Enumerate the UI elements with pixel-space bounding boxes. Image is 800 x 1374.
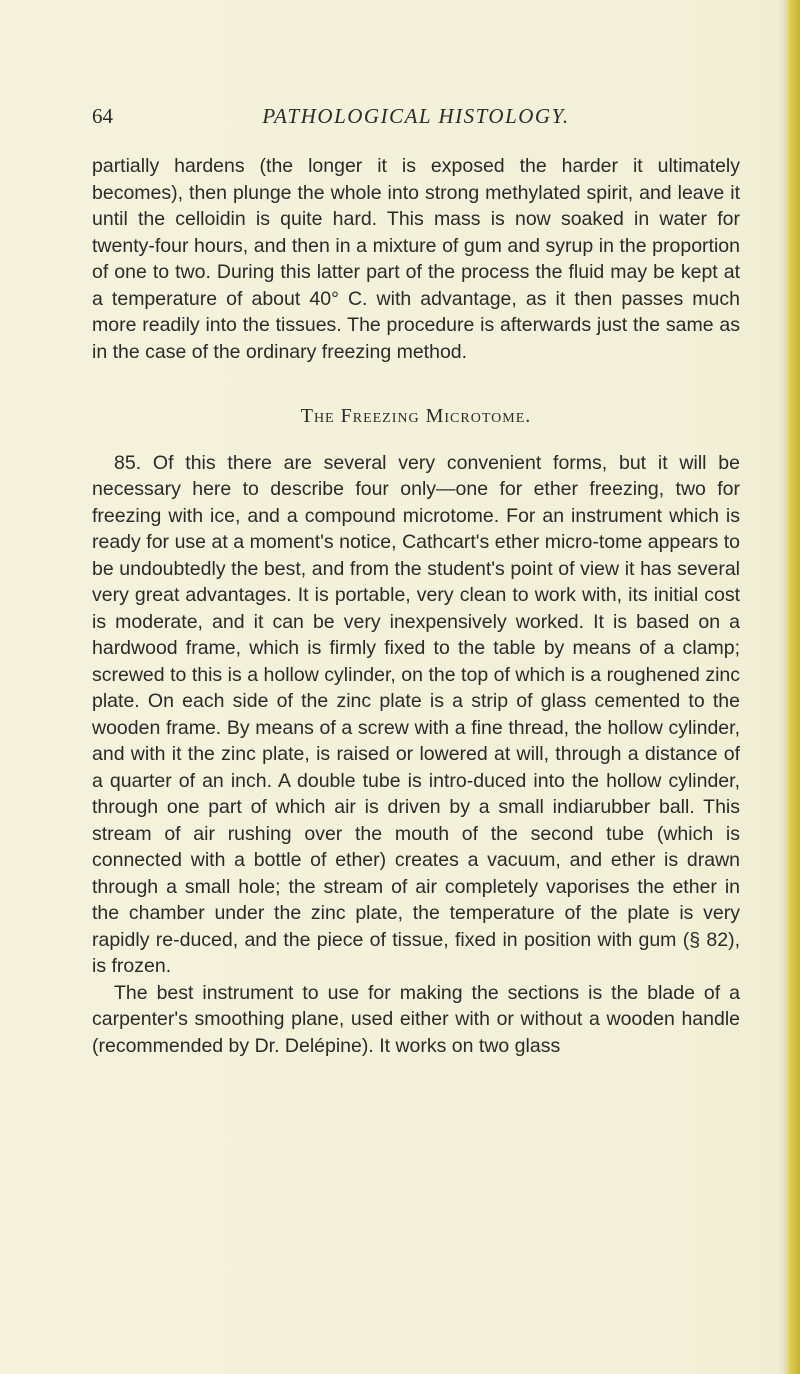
page-edge	[786, 0, 800, 1374]
page-header	[92, 104, 740, 136]
paragraph-continued: partially hardens (the longer it is exposed the harder it ultimately becomes), then plunge the whole into strong methylated spirit, and leave it until the celloidin is quite hard. This mass is now soaked in water for twenty-four hours, and then in a mixture of gum and syrup in the proportion of one to two. During this latter part of the process the fluid may be kept at a temperature of about 40° C. with advantage, as it then passes much more readily into the tissues. The procedure is afterwards just the same as in the case of the ordinary freezing method.	[92, 155, 740, 363]
page-edge-shadow	[778, 0, 786, 1374]
running-title: PATHOLOGICAL HISTOLOGY.	[262, 104, 570, 128]
page-number: 64	[92, 104, 113, 128]
section-heading: The Freezing Microtome.	[300, 405, 532, 427]
body-text	[92, 153, 740, 1059]
paragraph-instrument: The best instrument to use for making the sections is the blade of a carpenter's smoothing plane, used either with or without a wooden handle (recommended by Dr. Delépine). It works on two glass	[92, 981, 740, 1057]
paragraph-85: 85. Of this there are several very convenient forms, but it will be necessary here to describe four only—one for ether freezing, two for freezing with ice, and a compound microtome. For an instrument which is ready for use at a moment's notice, Cathcart's ether micro-tome appears to be undoubtedly the best, and from the student's point of view it has several very great advantages. It is portable, very clean to work with, its initial cost is moderate, and it can be very inexpensively worked. It is based on a hardwood frame, which is firmly fixed to the table by means of a clamp; screwed to this is a hollow cylinder, on the top of which is a roughened zinc plate. On each side of the zinc plate is a strip of glass cemented to the wooden frame. By means of a screw with a fine thread, the hollow cylinder, and with it the zinc plate, is raised or lowered at will, through a distance of a quarter of an inch. A double tube is intro-duced into the hollow cylinder, through one part of which air is driven by a small indiarubber ball. This stream of air rushing over the mouth of the second tube (which is connected with a bottle of ether) creates a vacuum, and ether is drawn through a small hole; the stream of air completely vaporises the ether in the chamber under the zinc plate, the temperature of the plate is very rapidly re-duced, and the piece of tissue, fixed in position with gum (§ 82), is frozen.	[92, 451, 740, 977]
